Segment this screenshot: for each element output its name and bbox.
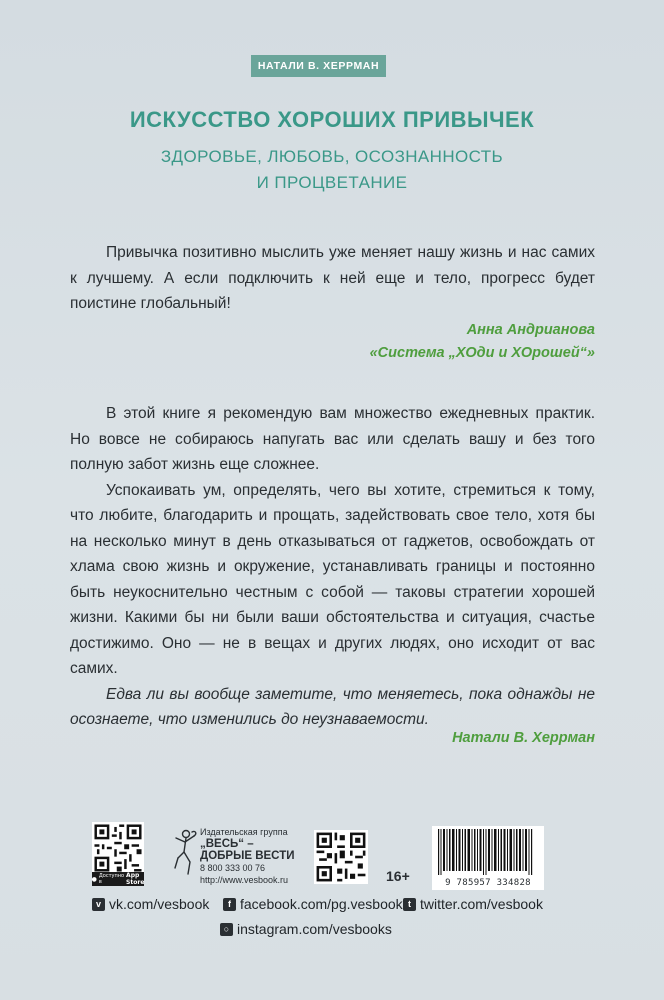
annotation-paragraph-3: Едва ли вы вообще заметите, что меняетесь, пока однажды не осознаете, что изменились до неузнаваемости. [70, 685, 595, 728]
apple-icon: ● [91, 875, 97, 883]
app-store-badge[interactable] [92, 872, 144, 886]
publisher-info [200, 826, 294, 886]
publisher-phone: 8 800 333 00 76 [200, 863, 266, 873]
annotation-paragraph-1: В этой книге я рекомендую вам множество ежедневных практик. Но вовсе не собираюсь напугать вас или сделать вашу и без того полную забот жизнь еще сложнее. [70, 405, 595, 473]
qr-code-site[interactable] [314, 830, 368, 884]
qr-pattern-icon [92, 822, 144, 874]
barcode-icon [432, 826, 544, 876]
isbn-number: 9 785957 334828 [445, 878, 531, 888]
app-store-prefix: Доступно в [98, 873, 125, 885]
publisher-name-1: „ВЕСЬ“ – [200, 838, 254, 850]
facebook-icon: f [223, 898, 236, 911]
book-subtitle-line1: ЗДОРОВЬЕ, ЛЮБОВЬ, ОСОЗНАННОСТЬ [160, 147, 504, 166]
annotation [70, 401, 595, 733]
social-instagram-text: instagram.com/vesbooks [237, 921, 392, 937]
social-link-instagram[interactable] [220, 921, 392, 937]
annotation-paragraph-2: Успокаивать ум, определять, чего вы хотите, стремиться к тому, что любите, благодарить и прощать, задействовать свое тело, хотя бы на несколько минут в день отказываться от гаджетов, освобождать от хлама свою жизнь и окружение, устанавливать границы и постоянно быть неукоснительно честным с собой — таковы стратегии хорошей жизни. Какими бы ни были ваши обстоятельства и ситуация, счастье достижимо. Оно — не в вещах и других людях, оно исходит от вас самих. [70, 481, 595, 677]
social-link-twitter[interactable] [403, 896, 543, 912]
review-text: Привычка позитивно мыслить уже меняет нашу жизнь и нас самих к лучшему. А если подключить к ней еще и тело, прогресс будет поистине глобальный! [70, 244, 595, 312]
publisher-url[interactable]: http://www.vesbook.ru [200, 875, 289, 885]
author-signature: Натали В. Херрман [452, 730, 595, 746]
publisher-label: Издательская группа [200, 827, 288, 837]
instagram-icon: ○ [220, 923, 233, 936]
qr-pattern-icon [314, 830, 368, 884]
social-link-vk[interactable] [92, 896, 209, 912]
age-rating: 16+ [386, 868, 410, 884]
social-link-facebook[interactable] [223, 896, 403, 912]
isbn-barcode [432, 826, 544, 890]
publisher-logo-icon [172, 828, 198, 880]
social-facebook-text: facebook.com/pg.vesbook [240, 896, 403, 912]
social-vk-text: vk.com/vesbook [109, 896, 210, 912]
book-title: ИСКУССТВО ХОРОШИХ ПРИВЫЧЕК [129, 107, 535, 132]
vk-icon: v [92, 898, 105, 911]
publisher-name-2: ДОБРЫЕ ВЕСТИ [200, 850, 295, 862]
book-subtitle-line2: И ПРОЦВЕТАНИЕ [256, 173, 408, 192]
review-source: «Система „ХОди и ХОрошей“» [369, 345, 595, 361]
twitter-icon: t [403, 898, 416, 911]
review-author: Анна Андрианова [466, 322, 595, 338]
social-twitter-text: twitter.com/vesbook [420, 896, 543, 912]
app-store-label: App Store [126, 872, 145, 886]
review-quote [70, 240, 595, 317]
author-badge: НАТАЛИ В. ХЕРРМАН [251, 55, 386, 77]
